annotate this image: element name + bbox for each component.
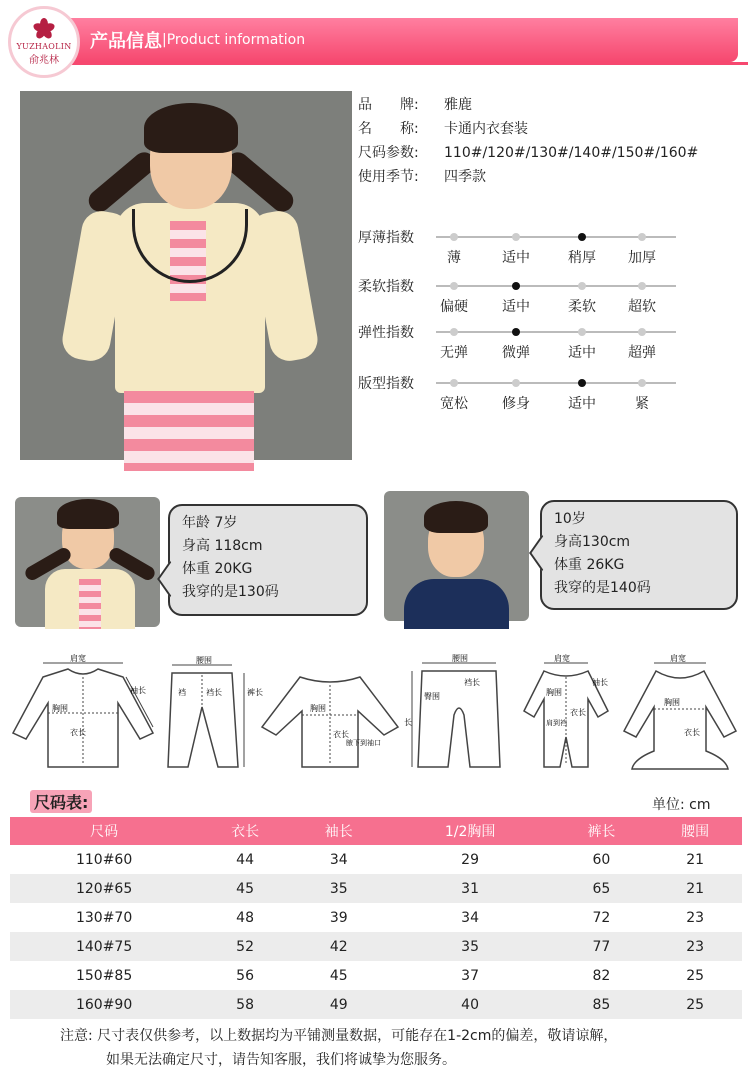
size-table [10, 817, 742, 1019]
index-dot [638, 328, 646, 336]
label-length: 衣长 [70, 728, 86, 737]
logo-cn: 俞兆林 [29, 55, 59, 66]
index-option: 适中 [568, 396, 596, 412]
table-cell: 29 [461, 851, 479, 868]
table-cell: 150#85 [75, 967, 133, 984]
product-photo [20, 91, 352, 460]
label-waist: 腰围 [196, 656, 212, 665]
diagram-pants [160, 655, 263, 775]
kid-photo-girl [15, 497, 160, 627]
index-dot [578, 282, 586, 290]
svg-text:臀围: 臀围 [424, 692, 440, 701]
table-cell: 52 [198, 932, 292, 961]
index-dot [512, 379, 520, 387]
table-cell: 140#75 [10, 932, 198, 961]
table-cell: 85 [555, 990, 649, 1019]
index-3 [358, 373, 678, 413]
index-option: 薄 [447, 250, 461, 266]
header-bar [48, 18, 738, 62]
table-cell: 34 [329, 851, 348, 868]
index-label: 柔软指数 [358, 279, 414, 295]
table-header-cell: 裤长 [555, 817, 649, 845]
diagram-dress [618, 655, 743, 775]
svg-text:腰围: 腰围 [452, 654, 468, 663]
index-dot [638, 233, 646, 241]
svg-text:肩宽: 肩宽 [670, 654, 686, 663]
table-cell: 25 [686, 967, 705, 984]
svg-text:腋下到袖口: 腋下到袖口 [346, 739, 381, 747]
index-dot [638, 379, 646, 387]
kid1-height: 身高 118cm [182, 538, 263, 554]
table-cell: 120#65 [10, 874, 198, 903]
note-line-2: 如果无法确定尺寸，请告知客服，我们将诚挚为您服务。 [106, 1052, 456, 1068]
kid2-size: 我穿的是140码 [554, 580, 651, 596]
svg-text:衣长: 衣长 [684, 728, 700, 737]
index-option: 宽松 [440, 396, 468, 412]
info-row-sizes: 尺码参数: 110#/120#/130#/140#/150#/160# [358, 145, 699, 161]
table-cell: 39 [329, 909, 348, 926]
kid1-size: 我穿的是130码 [182, 584, 279, 600]
kid-info-bubble-1 [168, 504, 368, 616]
svg-text:衣长: 衣长 [333, 730, 349, 739]
svg-text:胸围: 胸围 [664, 698, 680, 707]
info-row-brand: 品 牌: 雅鹿 [358, 97, 472, 113]
index-option: 适中 [502, 250, 530, 266]
index-option: 适中 [568, 345, 596, 361]
table-cell: 31 [386, 874, 555, 903]
info-row-name: 名 称: 卡通内衣套装 [358, 121, 528, 137]
label-pants-length: 裤长 [247, 688, 263, 697]
index-dot [578, 379, 586, 387]
diagram-romper [516, 655, 616, 775]
kid2-weight: 体重 26KG [554, 557, 625, 573]
index-label: 版型指数 [358, 376, 414, 392]
flower-icon [33, 18, 55, 40]
product-info [358, 93, 698, 189]
index-dot [638, 282, 646, 290]
index-dot [578, 233, 586, 241]
table-cell: 58 [198, 990, 292, 1019]
table-row [10, 874, 742, 903]
table-cell: 35 [292, 874, 386, 903]
kid-photo-boy [384, 491, 529, 621]
table-row [10, 961, 742, 990]
table-cell: 34 [461, 909, 479, 926]
table-cell: 37 [461, 967, 479, 984]
index-dot [450, 282, 458, 290]
table-cell: 77 [555, 932, 649, 961]
size-table-title: 尺码表: [30, 790, 92, 813]
index-option: 适中 [502, 299, 530, 315]
index-2 [358, 322, 678, 362]
index-option: 超弹 [628, 345, 656, 361]
index-option: 偏硬 [440, 299, 468, 315]
table-cell: 56 [236, 967, 254, 984]
table-cell: 65 [555, 874, 649, 903]
table-cell: 72 [592, 909, 611, 926]
kid1-age: 年龄 7岁 [182, 515, 238, 531]
index-option: 无弹 [440, 345, 468, 361]
index-label: 厚薄指数 [358, 230, 414, 246]
index-option: 稍厚 [568, 250, 596, 266]
label-sleeve: 袖长 [130, 686, 146, 695]
svg-text:胸围: 胸围 [310, 704, 326, 713]
table-header-cell: 腰围 [648, 817, 742, 845]
logo-brand: YUZHAOLIN [16, 42, 72, 51]
table-cell: 25 [648, 990, 742, 1019]
table-cell: 44 [236, 851, 254, 868]
table-cell: 49 [292, 990, 386, 1019]
svg-text:裆: 裆 [178, 688, 186, 697]
index-option: 微弹 [502, 345, 530, 361]
label-chest: 胸围 [52, 704, 68, 713]
table-row [10, 990, 742, 1019]
svg-text:胸围: 胸围 [546, 688, 562, 697]
diagram-raglan [258, 655, 403, 775]
index-option: 修身 [502, 396, 530, 412]
info-row-season: 使用季节: 四季款 [358, 169, 486, 185]
svg-text:肩宽: 肩宽 [554, 654, 570, 663]
table-cell: 35 [386, 932, 555, 961]
table-cell: 23 [648, 932, 742, 961]
table-row [10, 903, 742, 932]
table-cell: 60 [592, 851, 611, 868]
index-dot [578, 328, 586, 336]
brand-logo [8, 6, 80, 78]
index-option: 紧 [635, 396, 649, 412]
diagram-top [8, 655, 158, 775]
index-dot [512, 233, 520, 241]
table-cell: 21 [648, 874, 742, 903]
table-cell: 45 [329, 967, 348, 984]
svg-text:肩到裆: 肩到裆 [546, 719, 567, 727]
index-dot [512, 328, 520, 336]
table-row [10, 932, 742, 961]
index-dot [450, 328, 458, 336]
table-cell: 21 [686, 851, 705, 868]
index-label: 弹性指数 [358, 325, 414, 341]
table-cell: 23 [686, 909, 705, 926]
kid-info-bubble-2 [540, 500, 738, 610]
table-cell: 130#70 [75, 909, 133, 926]
svg-text:衣长: 衣长 [570, 708, 586, 717]
table-row [10, 845, 742, 874]
svg-text:裆长: 裆长 [206, 688, 222, 697]
size-unit: 单位: cm [652, 797, 711, 813]
header [0, 0, 750, 85]
index-option: 加厚 [628, 250, 656, 266]
svg-text:裆长: 裆长 [464, 678, 480, 687]
table-cell: 40 [386, 990, 555, 1019]
svg-text:长: 长 [404, 718, 412, 727]
label-shoulder: 肩宽 [70, 654, 86, 663]
index-dot [450, 233, 458, 241]
header-title-cn: 产品信息 [90, 31, 162, 52]
index-option: 超软 [628, 299, 656, 315]
header-underline [48, 62, 748, 65]
table-cell: 48 [236, 909, 254, 926]
svg-text:袖长: 袖长 [592, 678, 608, 687]
diagram-long-pants [404, 655, 514, 775]
kid1-weight: 体重 20KG [182, 561, 253, 577]
index-option: 柔软 [568, 299, 596, 315]
table-header-cell: 1/2胸围 [386, 817, 555, 845]
table-cell: 42 [292, 932, 386, 961]
table-header-cell: 衣长 [198, 817, 292, 845]
table-cell: 110#60 [75, 851, 133, 868]
index-1 [358, 276, 678, 316]
note [60, 1024, 740, 1072]
table-header-cell: 袖长 [292, 817, 386, 845]
index-dot [450, 379, 458, 387]
header-title-en: |Product information [162, 32, 306, 48]
table-header-cell: 尺码 [10, 817, 198, 845]
table-cell: 82 [592, 967, 611, 984]
note-line-1: 注意: 尺寸表仅供参考，以上数据均为平铺测量数据，可能存在1-2cm的偏差，敬请谅解， [60, 1028, 618, 1044]
table-cell: 45 [198, 874, 292, 903]
kid2-height: 身高130cm [554, 534, 631, 550]
index-dot [512, 282, 520, 290]
table-cell: 160#90 [10, 990, 198, 1019]
index-0 [358, 227, 678, 267]
kid2-age: 10岁 [554, 511, 586, 527]
